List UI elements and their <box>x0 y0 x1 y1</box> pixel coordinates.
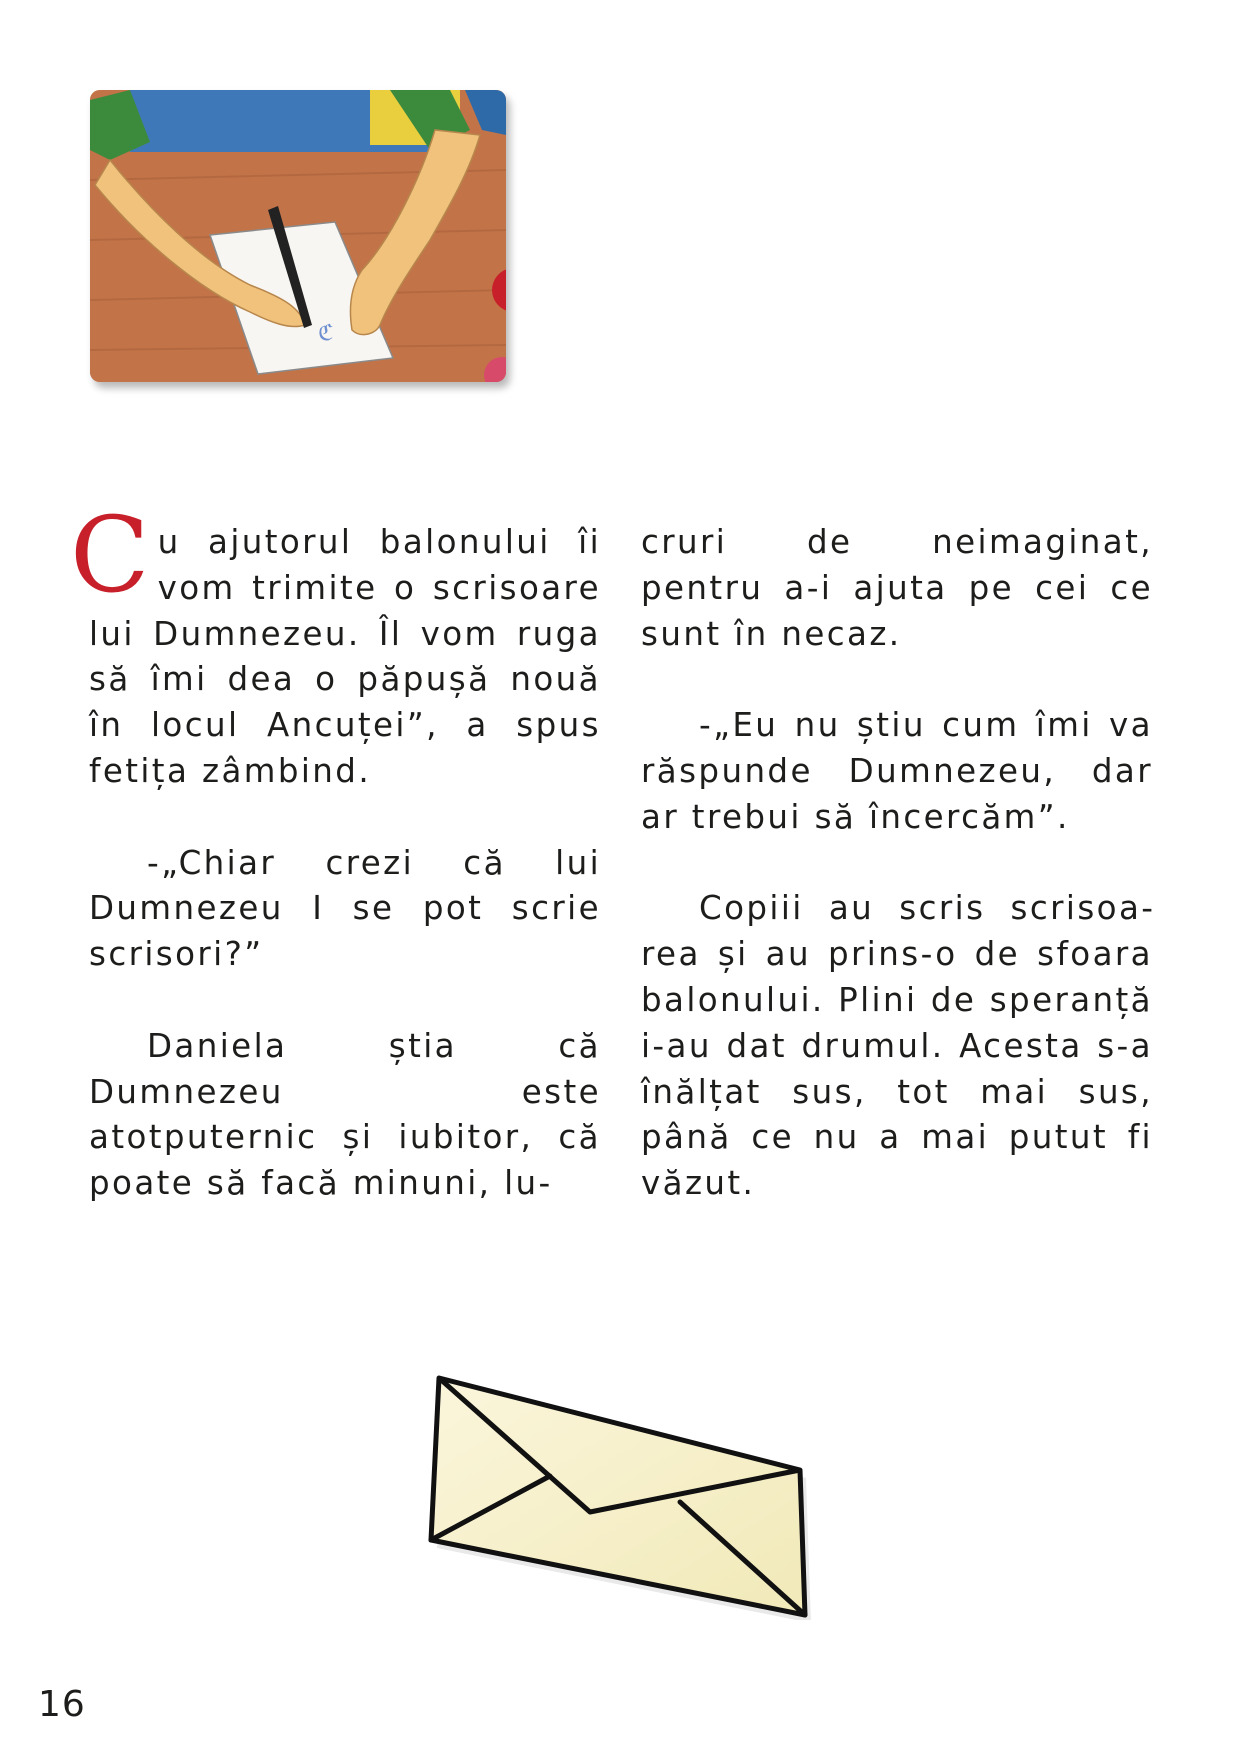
drop-cap: C <box>70 494 150 616</box>
paragraph-answer: -„Eu nu știu cum îmi va răspunde Dumnezeu, dar ar trebui să încercăm”. <box>641 706 1153 836</box>
envelope-drawing-icon <box>425 1360 825 1620</box>
paragraph-continuation: cruri de neimaginat, pentru a-i ajuta pe cei ce sunt în necaz. <box>641 523 1153 653</box>
text-column-left <box>70 494 601 1253</box>
paragraph-opening <box>70 494 601 795</box>
envelope-illustration <box>425 1360 825 1624</box>
text-column-right <box>641 520 1153 1253</box>
page-number: 16 <box>38 1684 86 1725</box>
paragraph-opening-text: u ajutorul balonului îi vom trimite o scrisoare lui Dumnezeu. Îl vom ruga să îmi dea o păpușă nouă în locul Ancuței”, a spus fetița zâmbind. <box>89 523 601 790</box>
paragraph-daniela: Daniela știa că Dumnezeu este atotputernic și iubitor, că poate să facă minuni, lu- <box>89 1026 601 1203</box>
paragraph-balloon: Copiii au scris scrisoarea și au prins-o de sfoara balonului. Plini de speranță i-au dat drumul. Acesta s-a înălțat sus, tot mai sus, până ce nu a mai putut fi văzut. <box>641 889 1153 1203</box>
drawing-writing-hands-icon <box>90 90 506 382</box>
paragraph-question: -„Chiar crezi că lui Dumnezeu I se pot scrie scrisori?” <box>89 843 601 974</box>
svg-text:ℭ: ℭ <box>318 321 334 346</box>
illustration-writing-letter <box>90 90 506 382</box>
